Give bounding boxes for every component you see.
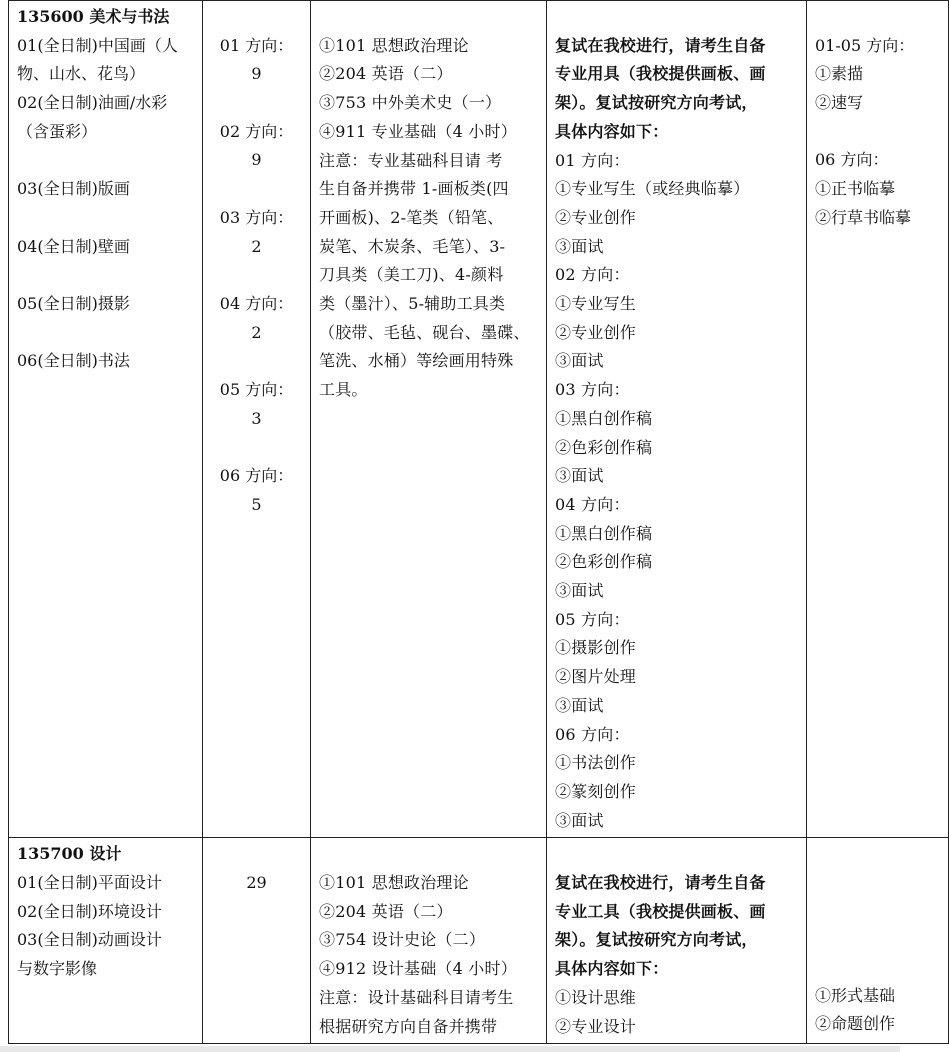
spacer <box>211 89 302 118</box>
retest-intro: 架）。复试按研究方向考试， <box>555 930 758 950</box>
spacer <box>815 953 940 982</box>
exam-subjects-cell <box>311 1 547 838</box>
quota-value: 2 <box>251 322 262 342</box>
spacer <box>319 840 538 869</box>
retest-item: ②专业创作 <box>555 207 637 227</box>
spacer <box>815 3 940 32</box>
equal-level-item: ①正书临摹 <box>815 179 896 199</box>
retest-item: ①摄影创作 <box>555 638 637 658</box>
direction-line: 02(全日制)油画/水彩 <box>17 93 168 113</box>
retest-item: ①专业写生（或经典临摹） <box>555 179 750 199</box>
quota-label: 06 方向： <box>219 466 294 486</box>
exam-note: 开画板)、2-笔类（铅笔、 <box>319 207 504 227</box>
direction-line: 04(全日制)壁画 <box>17 236 130 256</box>
exam-note: 注意：设计基础科目请考生 <box>319 987 514 1007</box>
retest-cell <box>547 1 807 838</box>
retest-item: ②专业设计 <box>555 1016 637 1036</box>
retest-intro: 具体内容如下： <box>555 959 669 979</box>
spacer <box>211 261 302 290</box>
retest-item: 03 方向： <box>555 380 630 400</box>
direction-line: 物、山水、花鸟） <box>17 64 146 84</box>
quota-cell <box>203 1 311 838</box>
retest-item: ③面试 <box>555 236 604 256</box>
retest-item: ③面试 <box>555 466 604 486</box>
equal-level-item: ①形式基础 <box>815 985 896 1005</box>
program-cell <box>9 1 203 838</box>
retest-item: ①设计思维 <box>555 987 637 1007</box>
spacer <box>17 319 194 348</box>
retest-intro: 复试在我校进行，请考生自备 <box>555 35 766 55</box>
retest-item: ②篆刻创作 <box>555 781 637 801</box>
spacer <box>17 204 194 233</box>
exam-subject: ①101 思想政治理论 <box>319 35 469 55</box>
retest-item: 04 方向： <box>555 494 630 514</box>
retest-intro: 架）。复试按研究方向考试， <box>555 93 758 113</box>
quota-value: 3 <box>251 408 262 428</box>
quota-value: 9 <box>251 64 262 84</box>
exam-subject: ④912 设计基础（4 小时） <box>319 959 517 979</box>
direction-line: 与数字影像 <box>17 959 98 979</box>
spacer <box>815 840 940 924</box>
direction-line: 03(全日制)版画 <box>17 179 130 199</box>
quota-cell <box>203 838 311 1044</box>
retest-item: 01 方向： <box>555 150 630 170</box>
spacer <box>211 347 302 376</box>
equal-level-item: ②命题创作 <box>815 1014 896 1034</box>
exam-note: 根据研究方向自备并携带 <box>319 1016 498 1036</box>
program-header: 135700 设计 <box>17 844 122 864</box>
exam-note: 注意：专业基础科目请 考 <box>319 150 503 170</box>
retest-item: ③面试 <box>555 581 604 601</box>
exam-subject: ④911 专业基础（4 小时） <box>319 121 517 141</box>
quota-label: 03 方向： <box>219 207 294 227</box>
direction-line: 01(全日制)平面设计 <box>17 873 162 893</box>
retest-item: 02 方向： <box>555 265 630 285</box>
spacer <box>17 261 194 290</box>
retest-intro: 专业工具（我校提供画板、画 <box>555 901 766 921</box>
spacer <box>211 3 302 32</box>
quota-value: 29 <box>246 873 267 893</box>
retest-item: 06 方向： <box>555 724 630 744</box>
program-cell <box>9 838 203 1044</box>
exam-subject: ③753 中外美术史（一） <box>319 93 502 113</box>
direction-line: 02(全日制)环境设计 <box>17 901 162 921</box>
exam-subject: ③754 设计史论（二） <box>319 930 486 950</box>
exam-note: 笔洗、水桶）等绘画用特殊 <box>319 351 514 371</box>
retest-item: ②色彩创作稿 <box>555 437 653 457</box>
spacer <box>319 3 538 32</box>
table-row <box>9 838 949 1044</box>
exam-subjects-cell <box>311 838 547 1044</box>
spacer <box>815 924 940 953</box>
spacer <box>17 147 194 176</box>
quota-label: 05 方向： <box>219 380 294 400</box>
spacer <box>555 840 798 869</box>
quota-value: 2 <box>251 236 262 256</box>
retest-item: ①专业写生 <box>555 294 637 314</box>
quota-value: 9 <box>251 150 262 170</box>
exam-note: 工具。 <box>319 380 368 400</box>
exam-note: （胶带、毛毡、砚台、墨碟、 <box>319 322 530 342</box>
quota-label: 04 方向： <box>219 293 294 313</box>
exam-note: 生自备并携带 1-画板类(四 <box>319 179 509 199</box>
equal-level-item: ②行草书临摹 <box>815 207 912 227</box>
table-row <box>9 1 949 838</box>
equal-level-item: 01-05 方向： <box>815 35 915 55</box>
spacer <box>211 840 302 869</box>
page-edge <box>0 1046 900 1052</box>
retest-intro: 具体内容如下： <box>555 121 669 141</box>
direction-line: 05(全日制)摄影 <box>17 293 130 313</box>
retest-item: ③面试 <box>555 810 604 830</box>
program-header: 135600 美术与书法 <box>17 7 170 26</box>
retest-cell <box>547 838 807 1044</box>
direction-line: 06(全日制)书法 <box>17 351 130 371</box>
exam-note: 类（墨汁）、5-辅助工具类 <box>319 294 506 314</box>
quota-label: 02 方向： <box>219 121 294 141</box>
equal-level-item: 06 方向： <box>815 150 889 170</box>
direction-line: 03(全日制)动画设计 <box>17 930 162 950</box>
retest-intro: 复试在我校进行，请考生自备 <box>555 873 766 893</box>
equal-level-item: ②速写 <box>815 93 864 113</box>
retest-item: ③面试 <box>555 695 604 715</box>
retest-item: ③面试 <box>555 351 604 371</box>
retest-item: ①书法创作 <box>555 753 637 773</box>
quota-value: 5 <box>251 494 262 514</box>
direction-line: 01(全日制)中国画（人 <box>17 35 178 55</box>
exam-subject: ②204 英语（二） <box>319 64 453 84</box>
retest-item: 05 方向： <box>555 609 630 629</box>
equal-level-cell <box>807 838 949 1044</box>
exam-subject: ②204 英语（二） <box>319 901 453 921</box>
exam-note: 炭笔、木炭条、毛笔）、3- <box>319 236 506 256</box>
retest-item: ②图片处理 <box>555 667 637 687</box>
admission-table <box>8 0 949 1044</box>
spacer <box>815 118 940 147</box>
quota-label: 01 方向： <box>219 35 294 55</box>
retest-item: ②专业创作 <box>555 322 637 342</box>
retest-item: ②色彩创作稿 <box>555 552 653 572</box>
exam-subject: ①101 思想政治理论 <box>319 873 469 893</box>
direction-line: （含蛋彩） <box>17 121 98 141</box>
equal-level-item: ①素描 <box>815 64 864 84</box>
spacer <box>555 3 798 32</box>
equal-level-cell <box>807 1 949 838</box>
spacer <box>211 433 302 462</box>
spacer <box>211 175 302 204</box>
exam-note: 刀具类（美工刀)、4-颜料 <box>319 265 504 285</box>
retest-item: ①黑白创作稿 <box>555 523 653 543</box>
retest-intro: 专业用具（我校提供画板、画 <box>555 64 766 84</box>
retest-item: ①黑白创作稿 <box>555 408 653 428</box>
